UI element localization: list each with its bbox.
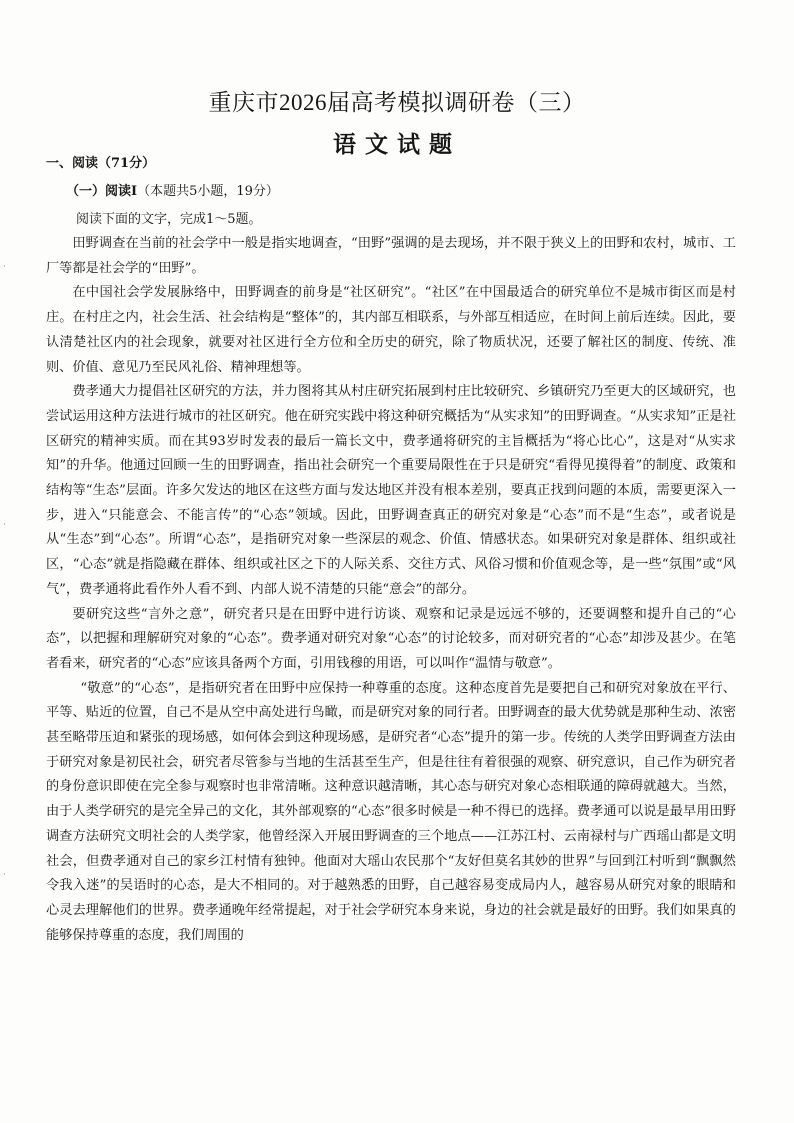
scan-mark: · — [3, 870, 6, 880]
passage-paragraph: 田野调查在当前的社会学中一般是指实地调查，“田野”强调的是去现场，并不限于狭义上的田野和农村，城市、工厂等都是社会学的“田野”。 — [46, 236, 736, 276]
reading-instruction: 阅读下面的文字，完成1～5题。 — [76, 212, 262, 227]
passage-paragraph: “敬意”的“心态”，是指研究者在田野中应保持一种尊重的态度。这种态度首先是要把自己和研究对象放在平行、平等、贴近的位置，自己不是从空中高处进行鸟瞰，而是研究对象的同行者。田野调查的最大优势就是那种生动、浓密甚至略带压迫和紧张的现场感，如何体会到这种现场感，是研究者“心态”提升的第一步。传统的人类学田野调查方法由于研究对象是初民社会，研究者尽管参与当地的生活甚至生产，但是往往有着很强的观察、研究意识，自己作为研究者的身份意识即使在完全参与观察时也非常清晰。这种意识越清晰，其心态与研究对象心态相联通的障碍就越大。当然，由于人类学研究的是完全异己的文化，其外部观察的“心态”很多时候是一种不得已的选择。费孝通可以说是最早用田野调查方法研究文明社会的人类学家，他曾经深入开展田野调查的三个地点——江苏江村、云南禄村与广西瑶山都是文明社会，但费孝通对自己的家乡江村情有独钟。他面对大瑶山农民那个“友好但莫名其妙的世界”与回到江村听到“飘飘然令我入迷”的吴语时的心态，是大不相同的。对于越熟悉的田野，自己越容易变成局内人，越容易从研究对象的眼睛和心灵去理解他们的世界。费孝通晚年经常提起，对于社会学研究本身来说，身边的社会就是最好的田野。我们如果真的能够保持尊重的态度，我们周围的 — [46, 680, 736, 943]
passage-paragraph: 费孝通大力提倡社区研究的方法，并力图将其从村庄研究拓展到村庄比较研究、乡镇研究乃至更大的区域研究，也尝试运用这种方法进行城市的社区研究。他在研究实践中将这种研究概括为“从实求知”的田野调查。“从实求知”正是社区研究的精神实质。而在其93岁时发表的最后一篇长文中，费孝通将研究的主旨概括为“将心比心”，这是对“从实求知”的升华。他通过回顾一生的田野调查，指出社会研究一个重要局限性在于只是研究“看得见摸得着”的制度、政策和结构等“生态”层面。许多欠发达的地区在这些方面与发达地区并没有根本差别，要真正找到问题的本质，需要更深入一步，进入“只能意会、不能言传”的“心态”领域。因此，田野调查真正的研究对象是“心态”而不是“生态”，或者说是从“生态”到“心态”。所谓“心态”，是指研究对象一些深层的观念、价值、情感状态。如果研究对象是群体、组织或社区，“心态”就是指隐藏在群体、组织或社区之下的人际关系、交往方式、风俗习惯和价值观念等，是一些“氛围”或“风气”，费孝通将此看作外人看不到、内部人说不清楚的只能“意会”的部分。 — [46, 384, 736, 597]
exam-subtitle: 语文试题 — [333, 131, 461, 158]
passage-paragraph: 要研究这些“言外之意”，研究者只是在田野中进行访谈、观察和记录是远远不够的，还要调整和提升自己的“心态”，以把握和理解研究对象的“心态”。费孝通对研究对象“心态”的讨论较多，而对研究者的“心态”却涉及甚少。在笔者看来，研究者的“心态”应该具备两个方面，引用钱穆的用语，可以叫作“温情与敬意”。 — [46, 606, 736, 671]
subsection-label: （一）阅读Ⅰ — [66, 184, 138, 199]
subsection-note: （本题共5小题，19分） — [137, 184, 279, 199]
subsection-heading — [66, 180, 279, 199]
reading-passage — [46, 232, 736, 948]
passage-paragraph: 在中国社会学发展脉络中，田野调查的前身是“社区研究”。“社区”在中国最适合的研究单位不是城市街区而是村庄。在村庄之内，社会生活、社会结构是“整体”的，其内部互相联系，与外部互相适应，在时间上前后连续。因此，要认清楚社区内的社会现象，就要对社区进行全方位和全历史的研究，除了物质状况，还要了解社区的制度、传统、准则、价值、意见乃至民风礼俗、精神理想等。 — [46, 285, 736, 375]
exam-title: 重庆市2026届高考模拟调研卷（三） — [208, 90, 586, 115]
scan-mark: · — [3, 262, 6, 272]
section-heading: 一、阅读（71分） — [46, 156, 156, 171]
scan-mark: · — [3, 520, 6, 530]
